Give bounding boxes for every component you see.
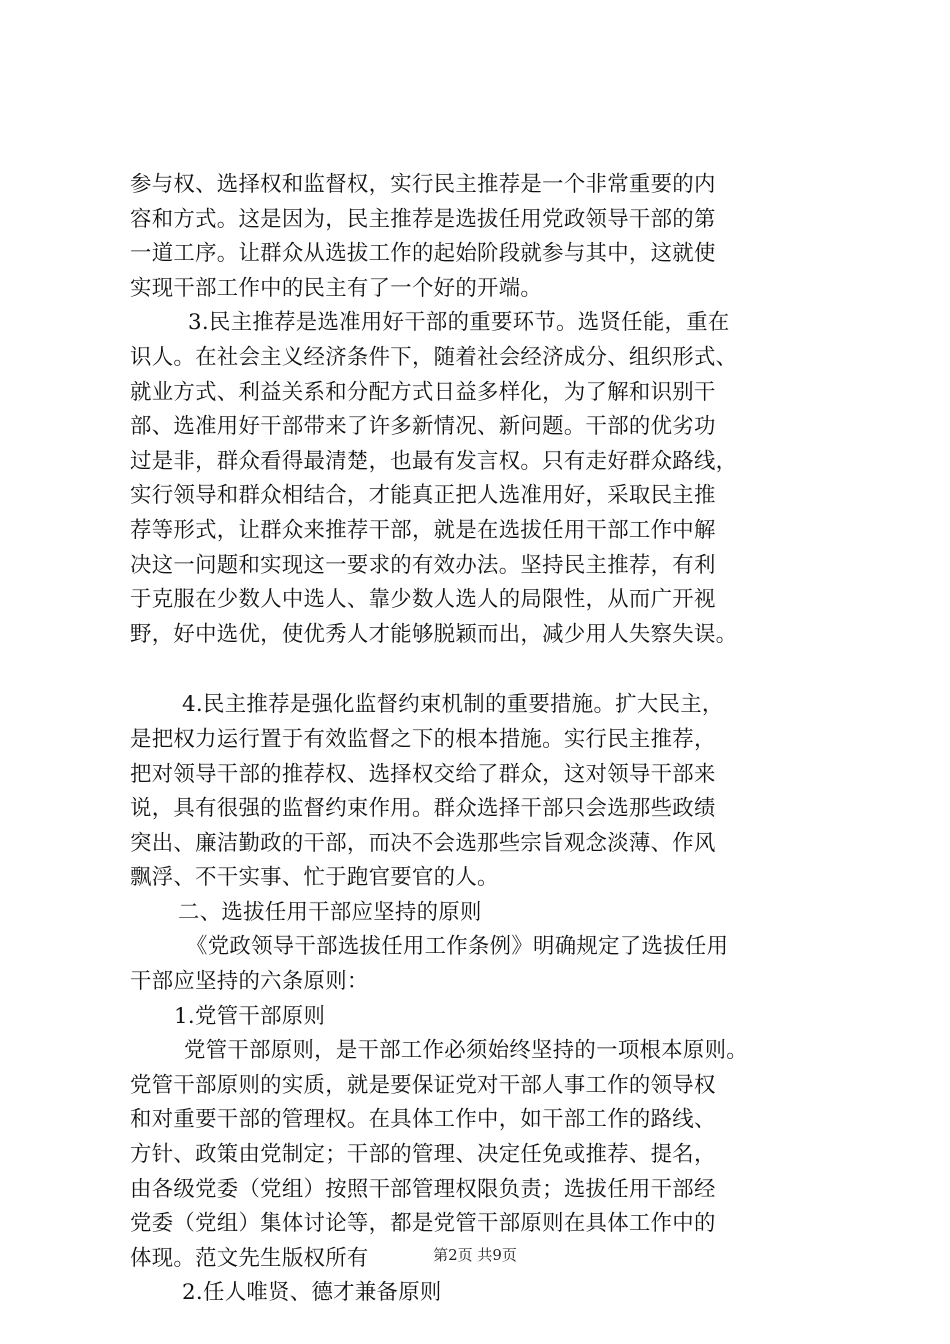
text-line: 党管干部原则，是干部工作必须始终坚持的一项根本原则。 [184, 1038, 748, 1064]
text-line: 4.民主推荐是强化监督约束机制的重要措施。扩大民主， [182, 692, 724, 718]
text-line: 干部应坚持的六条原则： [130, 969, 369, 995]
text-line: 3.民主推荐是选准用好干部的重要环节。选贤任能，重在 [188, 310, 730, 336]
text-line: 部、选准用好干部带来了许多新情况、新问题。干部的优劣功 [130, 414, 716, 440]
text-line: 容和方式。这是因为，民主推荐是选拔任用党政领导干部的第 [130, 206, 716, 232]
text-line: 一道工序。让群众从选拔工作的起始阶段就参与其中，这就使 [130, 241, 716, 267]
text-line: 体现。范文先生版权所有 [130, 1245, 369, 1271]
text-line: 参与权、选择权和监督权，实行民主推荐是一个非常重要的内 [130, 172, 716, 197]
text-line: 实现干部工作中的民主有了一个好的开端。 [130, 275, 543, 301]
subheading-1: 1.党管干部原则 [174, 1003, 326, 1029]
text-line: 党管干部原则的实质，就是要保证党对干部人事工作的领导权 [130, 1072, 716, 1098]
paragraph-1 [130, 168, 850, 306]
paragraph-5 [130, 1034, 850, 1276]
section-heading: 二、选拔任用干部应坚持的原则 [178, 899, 482, 925]
text-line: 和对重要干部的管理权。在具体工作中，如干部工作的路线、 [130, 1107, 716, 1133]
text-line: 荐等形式，让群众来推荐干部，就是在选拔任用干部工作中解 [130, 517, 716, 543]
text-line: 野，好中选优，使优秀人才能够脱颖而出，减少用人失察失误。 [130, 621, 738, 647]
paragraph-2 [130, 306, 850, 652]
text-line: 是把权力运行置于有效监督之下的根本措施。实行民主推荐， [130, 726, 716, 752]
text-line: 就业方式、利益关系和分配方式日益多样化，为了解和识别干 [130, 379, 716, 405]
text-line: 突出、廉洁勤政的干部，而决不会选那些宗旨观念淡薄、作风 [130, 830, 716, 856]
text-line: 说，具有很强的监督约束作用。群众选择干部只会选那些政绩 [130, 796, 716, 822]
paragraph-4 [130, 930, 850, 999]
text-line: 飘浮、不干实事、忙于跑官要官的人。 [130, 865, 499, 891]
text-line: 方针、政策由党制定；干部的管理、决定任免或推荐、提名， [130, 1142, 716, 1168]
text-line: 于克服在少数人中选人、靠少数人选人的局限性，从而广开视 [130, 587, 716, 613]
text-line: 由各级党委（党组）按照干部管理权限负责；选拔任用干部经 [130, 1176, 716, 1202]
document-body [130, 168, 850, 1311]
page-number-label: 第2页 共9页 [433, 1246, 517, 1264]
text-line: 决这一问题和实现这一要求的有效办法。坚持民主推荐，有利 [130, 552, 716, 578]
subheading-2: 2.任人唯贤、德才兼备原则 [182, 1280, 442, 1306]
text-line: 识人。在社会主义经济条件下，随着社会经济成分、组织形式、 [130, 344, 738, 370]
text-line: 过是非，群众看得最清楚，也最有发言权。只有走好群众路线， [130, 448, 738, 474]
paragraph-3 [130, 688, 850, 896]
text-line: 党委（党组）集体讨论等，都是党管干部原则在具体工作中的 [130, 1211, 716, 1237]
paragraph-gap [130, 652, 850, 688]
page-footer [0, 1244, 950, 1265]
text-line: 《党政领导干部选拔任用工作条例》明确规定了选拔任用 [186, 934, 729, 960]
text-line: 把对领导干部的推荐权、选择权交给了群众，这对领导干部来 [130, 761, 716, 787]
text-line: 实行领导和群众相结合，才能真正把人选准用好，采取民主推 [130, 483, 716, 509]
